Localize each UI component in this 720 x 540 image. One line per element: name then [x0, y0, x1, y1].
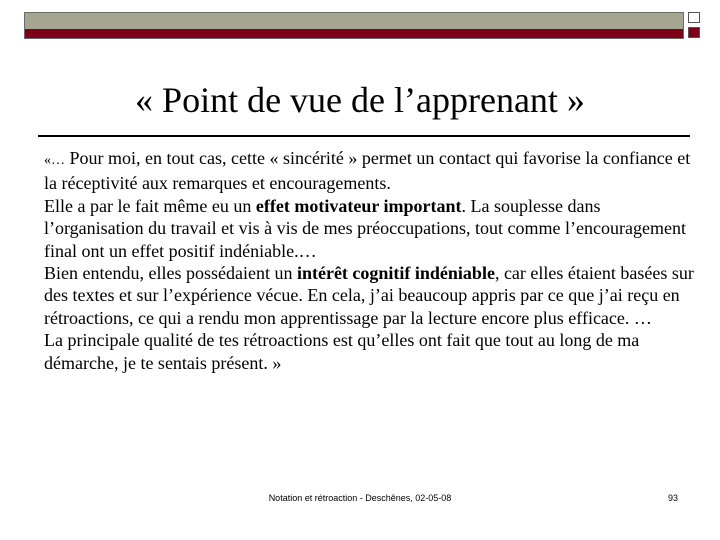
slide-title: « Point de vue de l’apprenant »: [135, 80, 585, 120]
quote-body: [44, 147, 694, 374]
header-grey-band: [25, 13, 683, 30]
corner-square-white: [688, 12, 700, 23]
paragraph-3: [44, 262, 694, 329]
page-number: 93: [667, 493, 678, 503]
paragraph-1-text: Pour moi, en tout cas, cette « sincérité » permet un contact qui favorise la confiance et la réceptivité aux remarques et encouragements.: [44, 148, 691, 194]
paragraph-2: [44, 195, 694, 262]
paragraph-1: [44, 147, 694, 195]
paragraph-4-text: La principale qualité de tes rétroactions est qu’elles ont fait que tout au long de ma démarche, je te sentais présent. »: [44, 330, 640, 373]
paragraph-2-before: Elle a par le fait même eu un: [44, 195, 256, 216]
paragraph-2-emphasis: effet motivateur important: [255, 195, 462, 216]
title-underline-rule: [38, 135, 690, 137]
opening-quote-mark: «…: [44, 153, 65, 168]
paragraph-4: [44, 329, 694, 374]
paragraph-3-before: Bien entendu, elles possédaient un: [44, 263, 297, 284]
corner-square-red: [688, 27, 700, 38]
paragraph-3-after: , car elles étaient basées sur des textes et sur l’expérience vécue. En cela, j’ai beaucoup appris par ce que j’ai reçu en rétroactions, ce qui a rendu mon apprentissage par la lecture encore plus efficace. …: [44, 263, 694, 328]
header-red-band: [25, 29, 683, 38]
slide-footer: Notation et rétroaction - Deschênes, 02-05-08: [268, 493, 452, 503]
paragraph-3-emphasis: intérêt cognitif indéniable: [296, 263, 495, 284]
header-decorative-bar: [24, 12, 684, 39]
paragraph-2-after: . La souplesse dans l’organisation du travail et vis à vis de mes préoccupations, tout comme l’encouragement final ont un effet positif indéniable.…: [44, 195, 686, 261]
